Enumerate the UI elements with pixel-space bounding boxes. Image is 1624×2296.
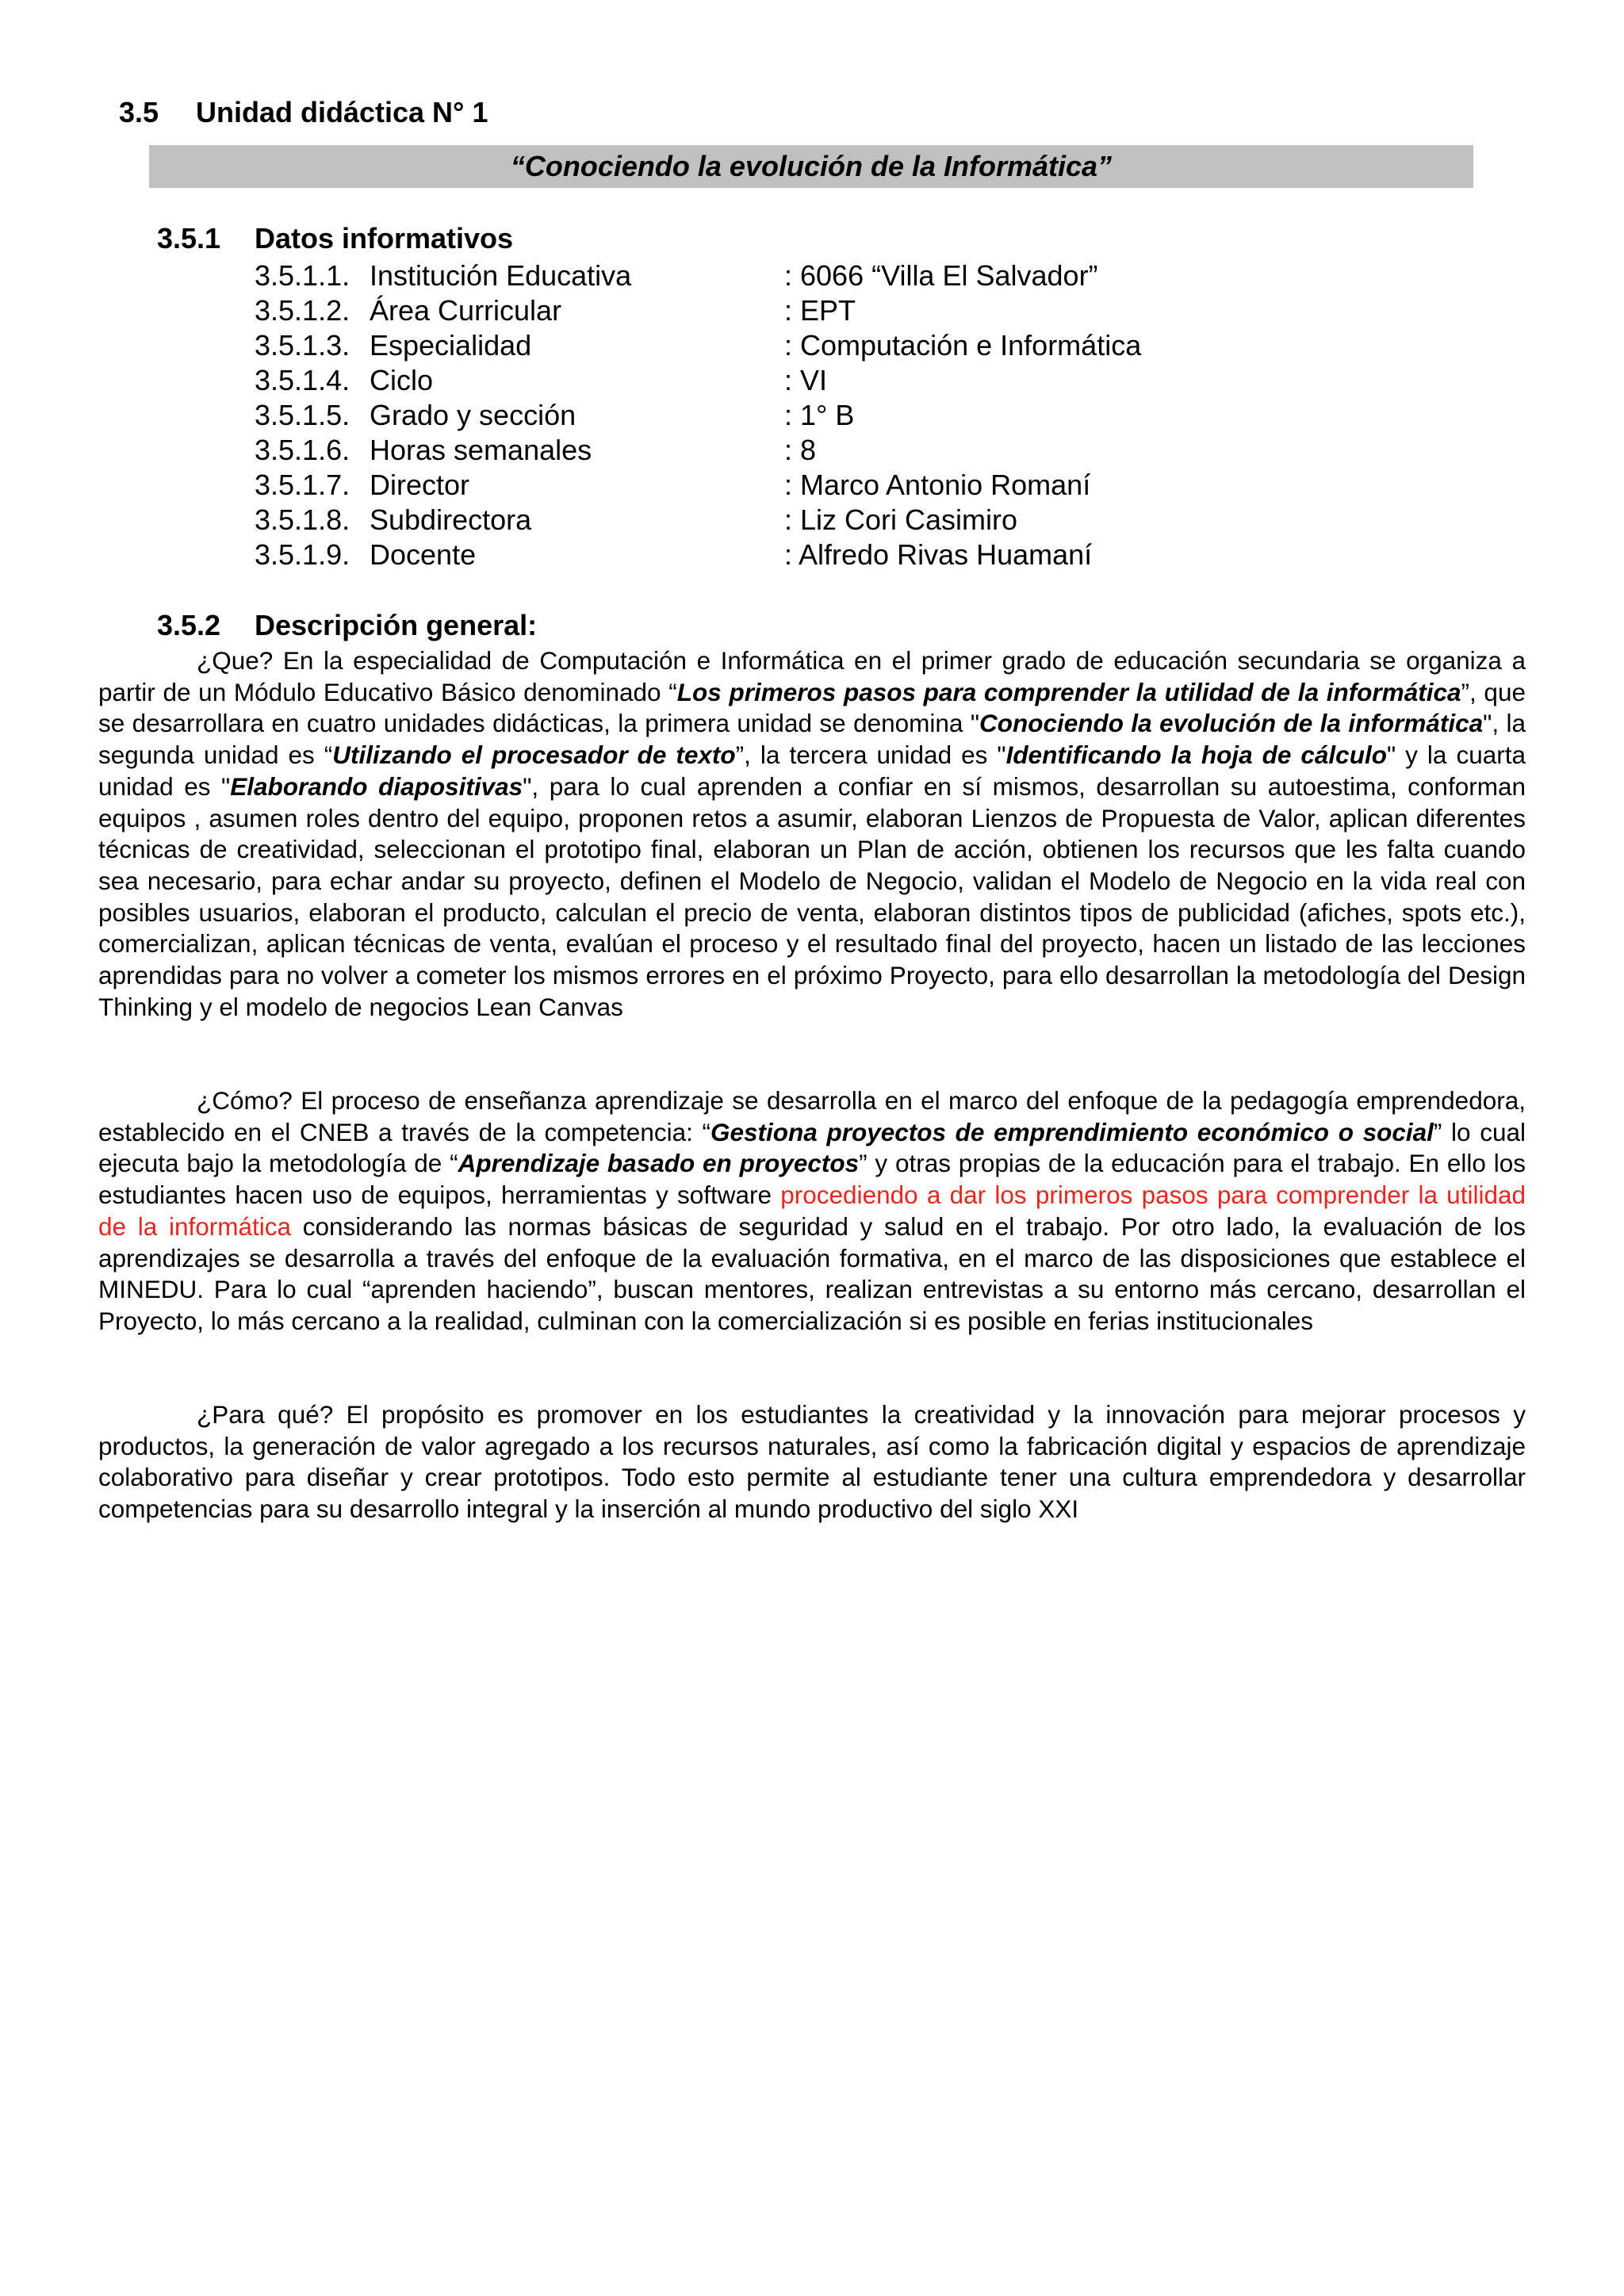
que-text-4: ”, la tercera unidad es "	[735, 740, 1006, 770]
descripcion-heading	[157, 607, 537, 644]
info-label: Ciclo	[370, 364, 434, 396]
info-row-docente	[255, 538, 1523, 572]
info-value: : Computación e Informática	[784, 329, 1142, 362]
que-text-6: ", para lo cual aprenden a confiar en sí mismos, desarrollan su autoestima, conforman equipos , asumen roles dentro del equipo, proponen retos a asumir, elaboran Lienzos de Propuesta de Valor, aplican diferentes técnicas de creatividad, seleccionan el prototipo final, elaboran un Plan de acción, obtienen los recursos que les falta cuando sea necesario, para echar andar su proyecto, definen el Modelo de Negocio, validan el Modelo de Negocio en la vida real con posibles usuarios, elaboran el producto, calculan el precio de venta, elaboran distintos tipos de publicidad (afiches, spots etc.), comercializan, aplican técnicas de venta, evalúan el proceso y el resultado final del proyecto, hacen un listado de las lecciones aprendidas para no volver a cometer los mismos errores en el próximo Proyecto, para ello desarrollan la metodología del Design Thinking y el modelo de negocios Lean Canvas	[98, 771, 1526, 1021]
info-row-institucion	[255, 258, 1523, 293]
como-bold-2: Aprendizaje basado en proyectos	[458, 1149, 860, 1178]
datos-heading	[157, 220, 513, 257]
info-label: Horas semanales	[370, 434, 592, 466]
info-value: : Alfredo Rivas Huamaní	[784, 538, 1093, 571]
info-num: 3.5.1.2.	[255, 294, 350, 327]
descripcion-number: 3.5.2	[157, 609, 221, 641]
info-value: : 6066 “Villa El Salvador”	[784, 259, 1098, 292]
para-que-text: ¿Para qué? El propósito es promover en los estudiantes la creatividad y la innovación para mejorar procesos y productos, la generación de valor agregado a los recursos naturales, así como la fabricación digital y espacios de aprendizaje colaborativo para diseñar y crear prototipos. Todo esto permite al estudiante tener una cultura emprendedora y desarrollar competencias para su desarrollo integral y la inserción al mundo productivo del siglo XXI	[98, 1400, 1526, 1524]
que-bold-4: Identificando la hoja de cálculo	[1005, 740, 1387, 770]
info-num: 3.5.1.3.	[255, 329, 350, 362]
info-label: Especialidad	[370, 329, 532, 362]
que-bold-3: Utilizando el procesador de texto	[332, 740, 736, 770]
como-red-text: procediendo a dar los primeros pasos para comprender la utilidad de la informática	[98, 1181, 1526, 1241]
info-label: Área Curricular	[370, 294, 562, 327]
info-row-subdirectora	[255, 503, 1523, 538]
section-title: Unidad didáctica N° 1	[196, 96, 488, 128]
info-label: Grado y sección	[370, 399, 576, 431]
datos-number: 3.5.1	[157, 222, 221, 254]
info-row-especialidad	[255, 328, 1523, 363]
que-text-5: " y la cuarta unidad es "	[98, 740, 1526, 801]
info-num: 3.5.1.4.	[255, 364, 350, 396]
descripcion-title: Descripción general:	[255, 609, 538, 641]
info-label: Institución Educativa	[370, 259, 632, 292]
que-text-2: ”, que se desarrollara en cuatro unidades didácticas, la primera unidad se denomina "	[98, 677, 1526, 738]
unit-title-band: “Conociendo la evolución de la Informática”	[149, 145, 1473, 188]
paragraph-para-que	[98, 1399, 1526, 1525]
info-value: : Marco Antonio Romaní	[784, 469, 1091, 501]
datos-title: Datos informativos	[255, 222, 514, 254]
info-value: : Liz Cori Casimiro	[784, 503, 1018, 536]
info-num: 3.5.1.7.	[255, 469, 350, 501]
info-value: : 1° B	[784, 399, 855, 431]
que-bold-1: Los primeros pasos para comprender la utilidad de la informática	[676, 677, 1461, 706]
info-row-ciclo	[255, 363, 1523, 398]
paragraph-que	[98, 645, 1526, 1023]
info-row-grado	[255, 398, 1523, 433]
info-label: Director	[370, 469, 470, 501]
info-label: Docente	[370, 538, 477, 571]
que-text-3: ", la segunda unidad es “	[98, 709, 1526, 770]
como-text-2: ” lo cual ejecuta bajo la metodología de “	[98, 1117, 1526, 1178]
datos-list	[255, 258, 1523, 572]
info-label: Subdirectora	[370, 503, 532, 536]
info-num: 3.5.1.6.	[255, 434, 350, 466]
como-text-1: ¿Cómo? El proceso de enseñanza aprendizaje se desarrolla en el marco del enfoque de la pedagogía emprendedora, establecido en el CNEB a través de la competencia: “	[98, 1086, 1526, 1146]
info-value: : VI	[784, 364, 828, 396]
info-row-area	[255, 293, 1523, 328]
paragraph-como	[98, 1085, 1526, 1337]
info-num: 3.5.1.8.	[255, 503, 350, 536]
que-bold-5: Elaborando diapositivas	[230, 771, 523, 801]
como-text-3: ” y otras propias de la educación para el trabajo. En ello los estudiantes hacen uso de equipos, herramientas y software	[98, 1149, 1526, 1210]
que-bold-2: Conociendo la evolución de la informática	[979, 709, 1484, 738]
info-num: 3.5.1.1.	[255, 259, 350, 292]
como-bold-1: Gestiona proyectos de emprendimiento económico o social	[710, 1117, 1434, 1146]
section-heading	[119, 94, 488, 132]
info-num: 3.5.1.5.	[255, 399, 350, 431]
como-text-4: considerando las normas básicas de seguridad y salud en el trabajo. Por otro lado, la evaluación de los aprendizajes se desarrolla a través del enfoque de la evaluación formativa, en el marco de las disposiciones que establece el MINEDU. Para lo cual “aprenden haciendo”, buscan mentores, realizan entrevistas a su entorno más cercano, desarrollan el Proyecto, lo más cercano a la realidad, culminan con la comercialización si es posible en ferias institucionales	[98, 1211, 1526, 1335]
info-row-director	[255, 468, 1523, 503]
info-value: : 8	[784, 434, 817, 466]
info-num: 3.5.1.9.	[255, 538, 350, 571]
info-row-horas	[255, 433, 1523, 468]
info-value: : EPT	[784, 294, 856, 327]
section-number: 3.5	[119, 96, 159, 128]
que-text-1: ¿Que? En la especialidad de Computación e Informática en el primer grado de educación secundaria se organiza a partir de un Módulo Educativo Básico denominado “	[98, 646, 1526, 706]
